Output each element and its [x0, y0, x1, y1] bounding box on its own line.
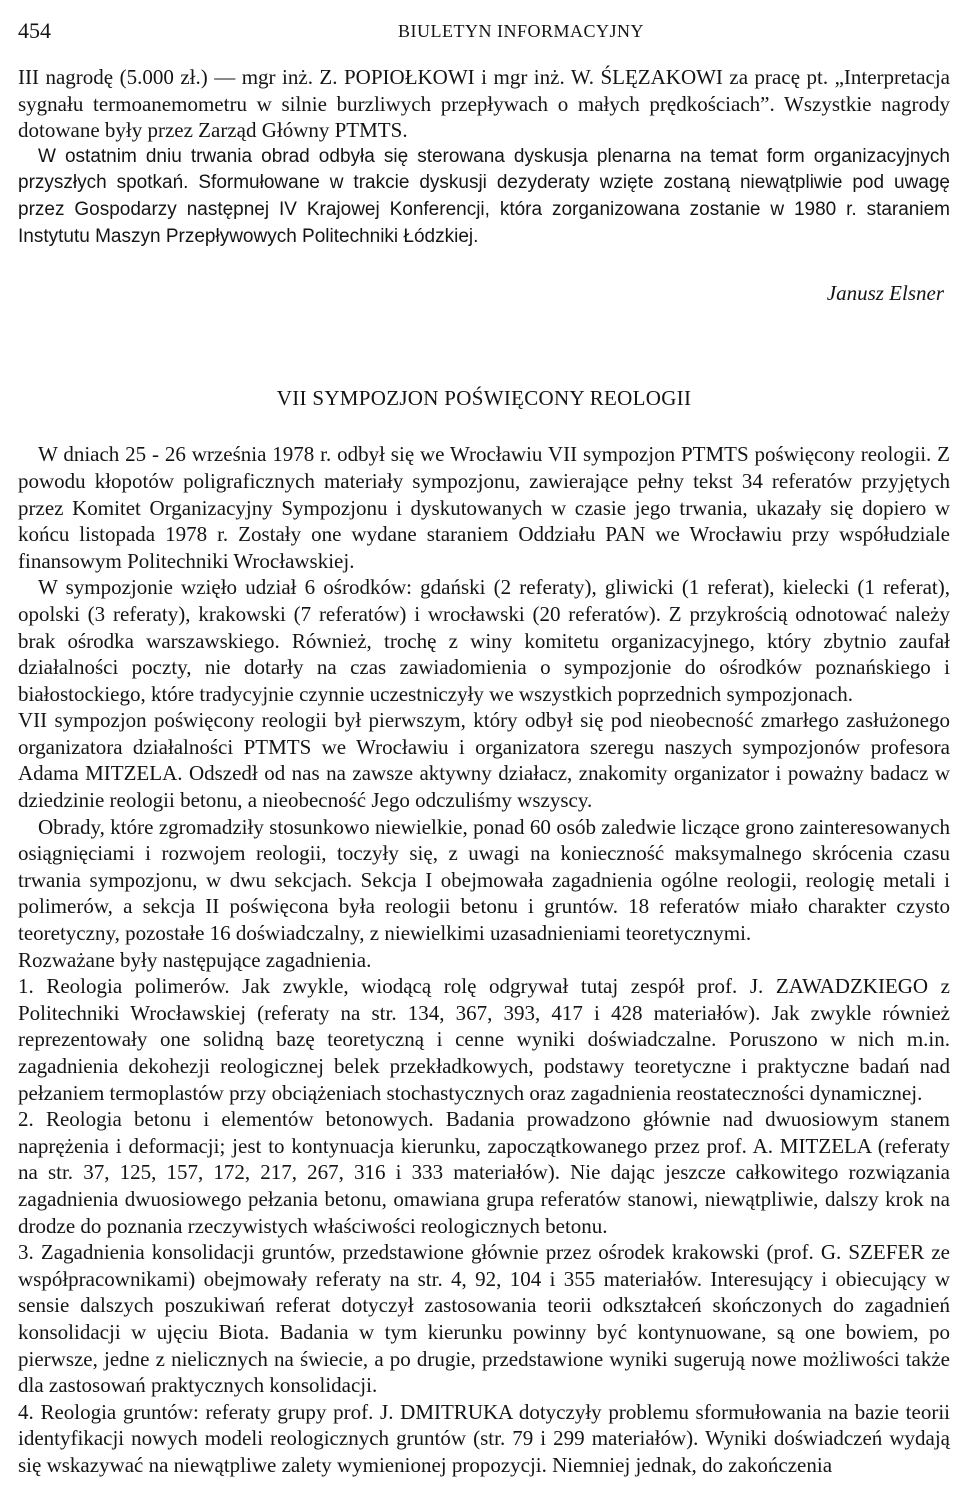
prev-article-paragraph-2: W ostatnim dniu trwania obrad odbyła się sterowana dyskusja plenarna na temat form organizacyjnych przyszłych spotkań. Sformułowane w trakcie dyskusji dezyderaty wzięte zostaną niewątpliwie pod uwagę przez Gospodarzy następnej IV Krajowej Konferencji, która zorganizowana zostanie w 1980 r. staraniem Instytutu Maszyn Przepływowych Politechniki Łódzkiej. — [18, 145, 950, 247]
article-paragraph-2: W sympozjonie wzięło udział 6 ośrodków: gdański (2 referaty), gliwicki (1 referat), kielecki (1 referat), opolski (3 referaty), krakowski (7 referatów) i wrocławski (20 referatów). Z przykrością odnotować należy brak ośrodka warszawskiego. Również, trochę z winy komitetu organizacyjnego, który zbytnio zaufał działalności poczty, nie dotarły na czas zawiadomienia o sympozjonie do ośrodków poznańskiego i białostockiego, które tradycyjnie czynnie uczestniczyły we wszystkich poprzednich sympozjonach. — [18, 575, 950, 706]
running-title: BIULETYN INFORMACYJNY — [398, 21, 645, 41]
running-header — [18, 12, 950, 48]
article-paragraph-4: Obrady, które zgromadziły stosunkowo niewielkie, ponad 60 osób zaledwie liczące grono zainteresowanych osiągnięciami i rozwojem reologii, toczyły się, z uwagi na konieczność maksymalnego skrócenia czasu trwania sympozjonu, w dwu sekcjach. Sekcja I obejmowała zagadnienia ogólne reologii, reologię metali i polimerów, a sekcja II poświęcona była reologii betonu i gruntów. 18 referatów miało charakter czysto teoretyczny, pozostałe 16 doświadczalny, z niewielkimi uzasadnieniami teoretycznymi. — [18, 814, 950, 946]
article-paragraph-3: VII sympozjon poświęcony reologii był pierwszym, który odbył się pod nieobecność zmarłego zasłużonego organizatora działalności PTMTS we Wrocławiu i organizatora szeregu naszych sympozjonów profesora Adama MITZELA. Odszedł od nas na zawsze aktywny działacz, znakomity organizator i poważny badacz w dziedzinie reologii betonu, a nieobecność Jego odczuliśmy wszyscy. — [18, 708, 950, 813]
article-paragraph-5: Rozważane były następujące zagadnienia. — [18, 947, 372, 972]
article-list-item-1: 1. Reologia polimerów. Jak zwykle, wiodącą rolę odgrywał tutaj zespół prof. J. ZAWADZKIEGO z Politechniki Wrocławskiej (referaty na str. 134, 367, 393, 417 i 428 materiałów). Jak zwykle również reprezentowały one solidną bazę teoretyczną i cenne wyniki doświadczalne. Poruszono w nich m.in. zagadnienia dekohezji reologicznej belek przekładkowych, podstawy teoretyczne i praktyczne badań nad pełzaniem termoplastów przy obciążeniach stochastycznych oraz zagadnienia reostateczności dynamicznej. — [18, 974, 950, 1105]
article-list-item-3: 3. Zagadnienia konsolidacji gruntów, przedstawione głównie przez ośrodek krakowski (prof. G. SZEFER ze współpracownikami) obejmowały referaty na str. 4, 92, 104 i 355 materiałów. Interesujący i obiecujący w sensie dalszych poszukiwań referat dotyczył zastosowania teorii odkształceń skończonych do zagadnień konsolidacji w ujęciu Biota. Badania w tym kierunku powinny być kontynuowane, są one bowiem, po pierwsze, jedne z nielicznych na świecie, a po drugie, przedstawione wyniki sugerują nowe możliwości także dla zastosowań praktycznych konsolidacji. — [18, 1240, 950, 1398]
prev-article-paragraph-1: III nagrodę (5.000 zł.) — mgr inż. Z. POPIOŁKOWI i mgr inż. W. ŚLĘZAKOWI za pracę pt. „Interpretacja sygnału termoanemometru w silnie burzliwych przepływach o małych prędkościach”. Wszystkie nagrody dotowane były przez Zarząd Główny PTMTS. — [18, 65, 950, 143]
article-paragraph-1: W dniach 25 - 26 września 1978 r. odbył się we Wrocławiu VII sympozjon PTMTS poświęcony reologii. Z powodu kłopotów poligraficznych materiały sympozjonu, zawierające pełny tekst 34 referatów przyjętych przez Komitet Organizacyjny Sympozjonu i dyskutowanych w czasie jego trwania, ukazały się dopiero w końcu listopada 1978 r. Zostały one wydane staraniem Oddziału PAN we Wrocławiu przy współudziale finansowym Politechniki Wrocławskiej. — [18, 442, 950, 573]
article-title: VII SYMPOZJON POŚWIĘCONY REOLOGII — [276, 385, 692, 410]
author-signature: Janusz Elsner — [826, 281, 944, 306]
page-number: 454 — [18, 18, 51, 43]
article-list-item-2: 2. Reologia betonu i elementów betonowych. Badania prowadzono głównie nad dwuosiowym stanem naprężenia i deformacji; jest to kontynuacja kierunku, zapoczątkowanego przez prof. A. MITZELA (referaty na str. 37, 125, 157, 172, 217, 267, 316 i 333 materiałów). Nie dając jeszcze całkowitego rozwiązania zagadnienia dwuosiowego pełzania betonu, omawiana grupa referatów stanowi, niewątpliwie, dalszy krok na drodze do poznania rzeczywistych właściwości reologicznych betonu. — [18, 1107, 950, 1238]
article-list-item-4: 4. Reologia gruntów: referaty grupy prof. J. DMITRUKA dotyczyły problemu sformułowania na bazie teorii identyfikacji nowych modeli reologicznych gruntów (str. 79 i 299 materiałów). Wyniki doświadczeń wydają się wskazywać na niewątpliwe zalety wymienionej propozycji. Niemniej jednak, do zakończenia — [18, 1399, 950, 1477]
